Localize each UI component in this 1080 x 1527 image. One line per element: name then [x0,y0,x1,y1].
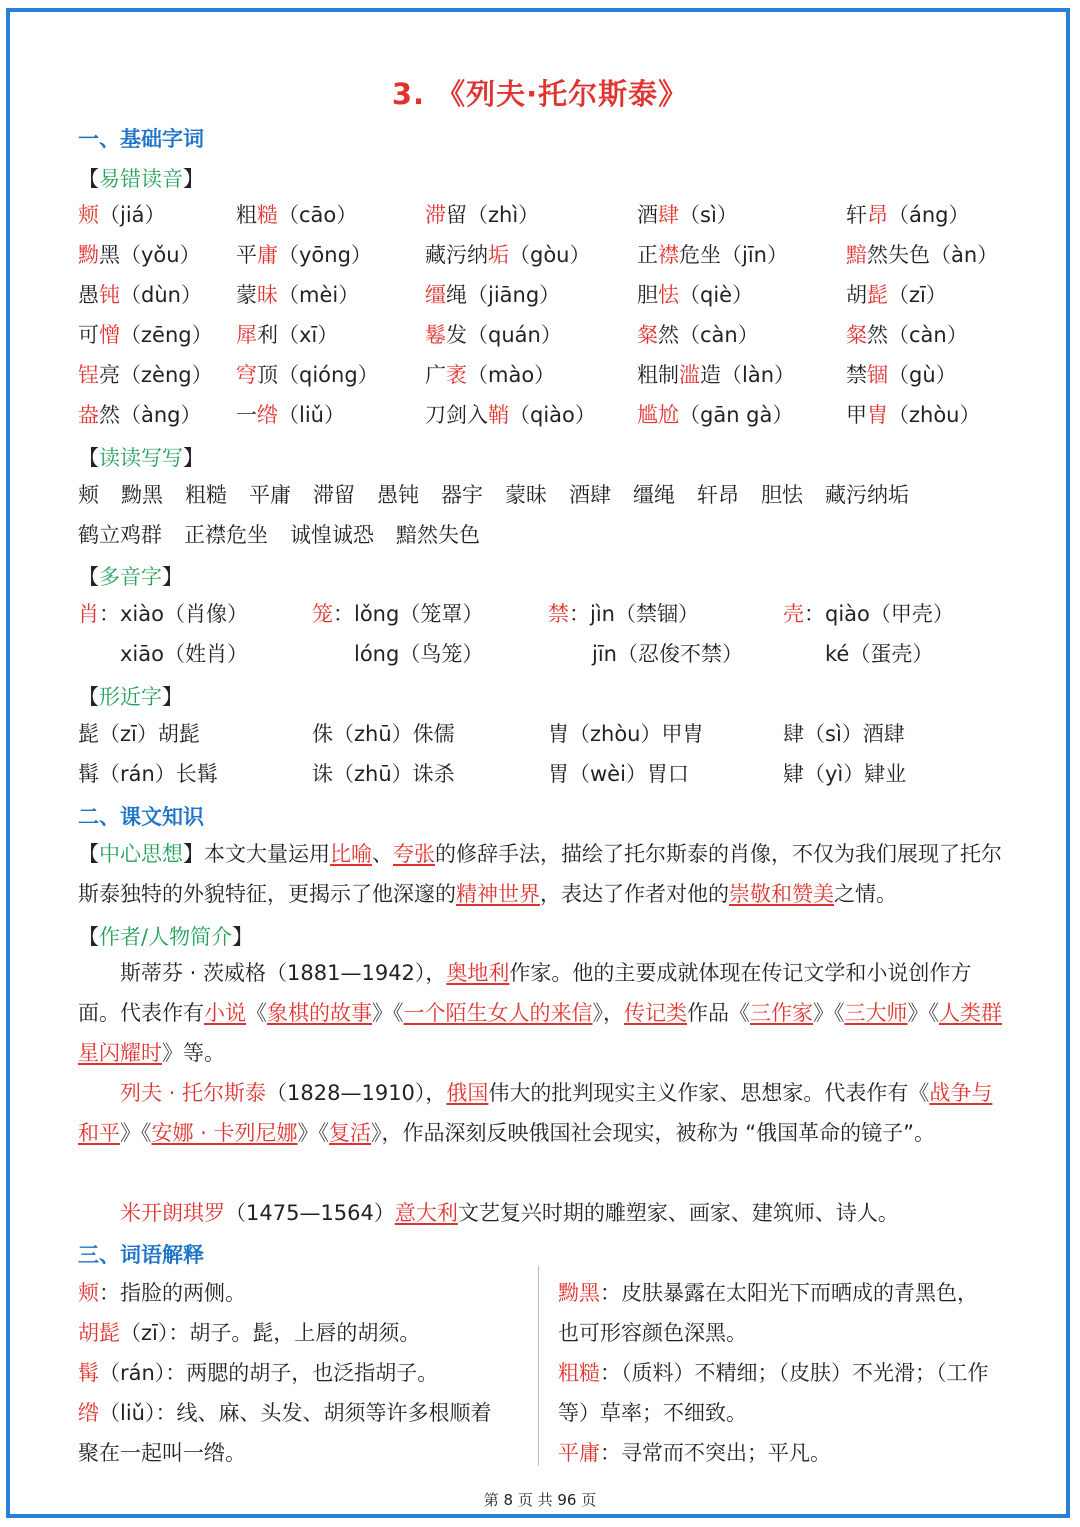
readwrite-word: 器宇 [441,483,483,507]
readwrite-word: 藏污纳垢 [825,483,909,507]
pron-char: 颊 [78,203,99,227]
pron-item [846,322,968,348]
pron-item [425,322,562,348]
glossary-item: 髯（rán）：两腮的胡子，也泛指胡子。 [78,1361,439,1385]
polyphone-reading-1: ：lǒng（笼罩） [333,602,484,626]
readwrite-label: 【读读写写】 [78,446,204,470]
pron-item [637,242,788,268]
glossary-item: 黝黑：皮肤暴露在太阳光下而晒成的青黑色，也可形容颜色深黑。 [558,1281,978,1345]
polyphone-label: 【多音字】 [78,565,183,589]
polyphone-reading-2: xiāo（姓肖） [120,642,248,666]
glossary-item: 胡髭（zī）：胡子。髭，上唇的胡须。 [78,1321,421,1345]
pron-item [236,322,338,348]
pron-char: 尴尬 [637,403,679,427]
pron-pre: 粗 [236,203,257,227]
pron-item [78,202,166,228]
readwrite-word: 酒肆 [569,483,611,507]
pron-pinyin: （qiào） [509,403,596,427]
pron-char: 鬈 [425,323,446,347]
pron-pre: 胡 [846,283,867,307]
similar-item: 髭（zī）胡髭 [78,722,200,746]
pron-char: 粲 [846,323,867,347]
pron-pinyin: （gù） [888,363,957,387]
pron-char: 缰 [425,283,446,307]
author-label: 【作者/人物简介】 [78,925,254,949]
pron-pre: 藏污纳 [425,243,488,267]
pron-pinyin: 发（quán） [446,323,562,347]
pron-item [637,322,759,348]
pron-pinyin: （zēng） [120,323,213,347]
pron-pinyin: 危坐（jīn） [679,243,788,267]
pron-pre: 胆 [637,283,658,307]
pron-item [637,282,753,308]
readwrite-word: 胆怯 [761,483,803,507]
readwrite-word: 蒙昧 [505,483,547,507]
pron-char: 锢 [867,363,888,387]
pron-item [846,202,970,228]
pron-char: 庸 [257,243,278,267]
readwrite-word: 滞留 [313,483,355,507]
pron-pinyin: （zhòu） [888,403,981,427]
pron-item [236,282,359,308]
pron-item [846,402,981,428]
polyphone-char: 肖 [78,602,99,626]
pron-item [425,282,560,308]
pron-item [425,402,596,428]
center-idea: 【中心思想】本文大量运用比喻、夸张的修辞手法，描绘了托尔斯泰的肖像，不仅为我们展现了托尔斯泰独特的外貌特征，更揭示了他深邃的精神世界，表达了作者对他的崇敬和赞美之情。 [78,842,1002,906]
readwrite-word: 颊 [78,483,99,507]
pron-char: 犀 [236,323,257,347]
pron-item [78,282,202,308]
pron-pinyin: 顶（qióng） [257,363,379,387]
similar-item: 侏（zhū）侏儒 [312,722,455,746]
pron-char: 怯 [658,283,679,307]
pron-char: 绺 [257,403,278,427]
pron-pre: 一 [236,403,257,427]
pron-item [78,322,213,348]
pron-char: 盎 [78,403,99,427]
pron-item [425,202,539,228]
polyphone-reading-1: ：xiào（肖像） [99,602,248,626]
pron-pre: 可 [78,323,99,347]
pron-pre: 轩 [846,203,867,227]
pron-item [236,202,357,228]
pron-pinyin: 利（xī） [257,323,339,347]
pron-pinyin: 造（làn） [700,363,796,387]
similar-item: 胄（zhòu）甲胄 [548,722,704,746]
pron-char: 肆 [658,203,679,227]
zweig-bio: 斯蒂芬 · 茨威格（1881—1942），奥地利作家。他的主要成就体现在传记文学和小说创作方面。代表作有小说《象棋的故事》《一个陌生女人的来信》，传记类作品《三作家》《三大师》《人类群星闪耀时》等。 [78,961,1002,1065]
pron-pinyin: 留（zhì） [446,203,540,227]
glossary-right [558,1273,993,1473]
pron-pinyin: （sì） [679,203,738,227]
readwrite-word: 鹤立鸡群 [78,523,162,547]
pron-pinyin: （mèi） [278,283,360,307]
pron-item [846,242,998,268]
readwrite-line2 [78,522,502,548]
readwrite-word: 粗糙 [185,483,227,507]
tolstoy-bio: 列夫 · 托尔斯泰（1828—1910），俄国伟大的批判现实主义作家、思想家。代表作有《战争与和平》《安娜 · 卡列尼娜》《复活》，作品深刻反映俄国社会现实，被称为 “俄国革命的镜子”。 [78,1081,993,1145]
section1-heading: 一、基础字词 [78,127,204,151]
pron-item [236,362,379,388]
pron-pinyin: 然（càn） [867,323,968,347]
pron-item [637,362,795,388]
glossary-item: 颊：指脸的两侧。 [78,1281,246,1305]
pron-pinyin: （liǔ） [278,403,345,427]
similar-item: 胃（wèi）胃口 [548,762,689,786]
pron-item [78,362,213,388]
page-footer: 第 8 页 共 96 页 [483,1491,597,1509]
pron-pinyin: （yōng） [278,243,372,267]
pron-char: 髭 [867,283,888,307]
pron-pinyin: （cāo） [278,203,358,227]
polyphone-reading-1: ：qiào（甲壳） [804,602,954,626]
pron-pinyin: 黑（yǒu） [99,243,201,267]
pron-pinyin: 然（càn） [658,323,759,347]
pron-pinyin: 亮（zèng） [99,363,213,387]
similar-item: 肄（yì）肄业 [783,762,907,786]
pron-item [846,362,957,388]
polyphone-reading-1: ：jìn（禁锢） [569,602,699,626]
pron-char: 黝 [78,243,99,267]
pron-pinyin: （zī） [888,283,947,307]
pron-pre: 正 [637,243,658,267]
pron-pre: 刀剑入 [425,403,488,427]
polyphone-reading [548,601,699,627]
similar-item: 诛（zhū）诛杀 [312,762,455,786]
pron-pre: 禁 [846,363,867,387]
readwrite-line1 [78,482,931,508]
similar-item: 髯（rán）长髯 [78,762,218,786]
pron-pre: 甲 [846,403,867,427]
pron-pre: 酒 [637,203,658,227]
polyphone-char: 笼 [312,602,333,626]
pron-char: 糙 [257,203,278,227]
column-divider [538,1266,539,1466]
pron-char: 襟 [658,243,679,267]
readwrite-word: 轩昂 [697,483,739,507]
pron-pinyin: （gòu） [509,243,591,267]
pron-char: 滞 [425,203,446,227]
pron-item [78,242,201,268]
pron-char: 昧 [257,283,278,307]
pron-label: 【易错读音】 [78,167,204,191]
pron-pinyin: （gān gà） [679,403,794,427]
pron-char: 钝 [99,283,120,307]
polyphone-char: 壳 [783,602,804,626]
pron-pre: 愚 [78,283,99,307]
pron-pinyin: （áng） [888,203,970,227]
pron-char: 粲 [637,323,658,347]
polyphone-reading [312,601,483,627]
pron-char: 鞘 [488,403,509,427]
glossary-item: 粗糙：（质料）不精细；（皮肤）不光滑；（工作等）草率；不细致。 [558,1361,989,1425]
pron-pre: 广 [425,363,446,387]
pron-pinyin: （mào） [467,363,556,387]
pron-char: 昂 [867,203,888,227]
pron-char: 憎 [99,323,120,347]
pron-char: 黯 [846,243,867,267]
pron-pinyin: （jiá） [99,203,166,227]
pron-char: 袤 [446,363,467,387]
pron-pinyin: （qiè） [679,283,754,307]
readwrite-word: 黯然失色 [396,523,480,547]
pron-char: 胄 [867,403,888,427]
pron-pre: 平 [236,243,257,267]
page-title: 3. 《列夫·托尔斯泰》 [391,77,689,111]
pron-item [425,242,591,268]
pron-char: 锃 [78,363,99,387]
michelangelo-bio: 米开朗琪罗（1475—1564）意大利文艺复兴时期的雕塑家、画家、建筑师、诗人。 [120,1201,899,1225]
pron-pinyin: 然失色（àn） [867,243,999,267]
readwrite-word: 黝黑 [121,483,163,507]
section3-heading: 三、词语解释 [78,1243,204,1267]
polyphone-reading [78,601,248,627]
pron-char: 滥 [679,363,700,387]
readwrite-word: 缰绳 [633,483,675,507]
readwrite-word: 正襟危坐 [184,523,268,547]
glossary-item: 平庸：寻常而不突出；平凡。 [558,1441,831,1465]
polyphone-reading-2: lóng（鸟笼） [354,642,484,666]
pron-pre: 粗制 [637,363,679,387]
pron-item [637,402,793,428]
polyphone-reading-2: ké（蛋壳） [825,642,934,666]
glossary-item: 绺（liǔ）：线、麻、头发、胡须等许多根顺着聚在一起叫一绺。 [78,1401,492,1465]
pron-char: 穹 [236,363,257,387]
glossary-left [78,1273,508,1473]
pron-pinyin: 绳（jiāng） [446,283,561,307]
readwrite-word: 平庸 [249,483,291,507]
readwrite-word: 愚钝 [377,483,419,507]
pron-item [846,282,947,308]
pron-pinyin: 然（àng） [99,403,202,427]
similar-label: 【形近字】 [78,685,183,709]
pron-item [637,202,738,228]
readwrite-word: 诚惶诚恐 [290,523,374,547]
pron-pre: 蒙 [236,283,257,307]
polyphone-reading [783,601,954,627]
pron-pinyin: （dùn） [120,283,202,307]
section2-heading: 二、课文知识 [78,805,204,829]
pron-char: 垢 [488,243,509,267]
pron-item [78,402,202,428]
similar-item: 肆（sì）酒肆 [783,722,905,746]
pron-item [425,362,555,388]
polyphone-char: 禁 [548,602,569,626]
pron-item [236,402,345,428]
pron-item [236,242,372,268]
polyphone-reading-2: jīn（忍俊不禁） [592,642,743,666]
